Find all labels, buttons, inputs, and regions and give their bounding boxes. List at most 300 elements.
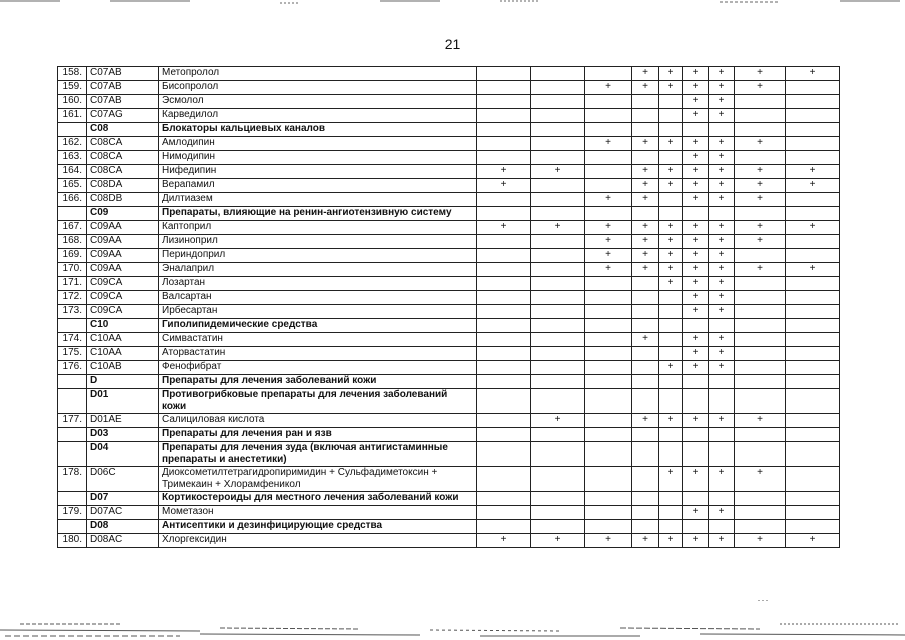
availability-mark: + bbox=[659, 361, 683, 375]
drug-name: Периндоприл bbox=[159, 249, 477, 263]
row-number: 177. bbox=[58, 414, 87, 428]
availability-mark bbox=[786, 193, 840, 207]
row-number bbox=[58, 375, 87, 389]
row-number: 172. bbox=[58, 291, 87, 305]
availability-mark: + bbox=[786, 263, 840, 277]
table-row bbox=[58, 467, 840, 492]
table-row bbox=[58, 305, 840, 319]
table-row bbox=[58, 414, 840, 428]
availability-mark bbox=[585, 95, 632, 109]
availability-mark bbox=[585, 520, 632, 534]
availability-mark bbox=[531, 442, 585, 467]
availability-mark bbox=[585, 123, 632, 137]
availability-mark: + bbox=[585, 221, 632, 235]
availability-mark bbox=[531, 137, 585, 151]
table-row bbox=[58, 347, 840, 361]
availability-mark: + bbox=[709, 506, 735, 520]
availability-mark bbox=[477, 389, 531, 414]
availability-mark bbox=[585, 151, 632, 165]
row-number: 159. bbox=[58, 81, 87, 95]
atc-code: C08DA bbox=[87, 179, 159, 193]
availability-mark bbox=[531, 277, 585, 291]
availability-mark bbox=[531, 249, 585, 263]
atc-code: C09AA bbox=[87, 235, 159, 249]
row-number: 176. bbox=[58, 361, 87, 375]
atc-code: D01AE bbox=[87, 414, 159, 428]
availability-mark: + bbox=[683, 277, 709, 291]
availability-mark bbox=[531, 263, 585, 277]
availability-mark: + bbox=[632, 165, 659, 179]
availability-mark bbox=[632, 375, 659, 389]
atc-code: C10AA bbox=[87, 347, 159, 361]
availability-mark bbox=[659, 347, 683, 361]
availability-mark: + bbox=[735, 221, 786, 235]
availability-mark: + bbox=[531, 534, 585, 548]
availability-mark bbox=[632, 442, 659, 467]
availability-mark bbox=[632, 109, 659, 123]
availability-mark: + bbox=[585, 193, 632, 207]
availability-mark: + bbox=[709, 277, 735, 291]
availability-mark bbox=[531, 492, 585, 506]
availability-mark: + bbox=[683, 81, 709, 95]
availability-mark bbox=[585, 467, 632, 492]
availability-mark bbox=[683, 428, 709, 442]
availability-mark: + bbox=[735, 414, 786, 428]
availability-mark bbox=[659, 193, 683, 207]
drug-name: Валсартан bbox=[159, 291, 477, 305]
row-number: 166. bbox=[58, 193, 87, 207]
availability-mark bbox=[585, 389, 632, 414]
availability-mark: + bbox=[709, 534, 735, 548]
drug-name: Метопролол bbox=[159, 67, 477, 81]
section-title: Кортикостероиды для местного лечения заболеваний кожи bbox=[159, 492, 477, 506]
availability-mark: + bbox=[735, 467, 786, 492]
atc-code: D08 bbox=[87, 520, 159, 534]
atc-code: D01 bbox=[87, 389, 159, 414]
availability-mark: + bbox=[786, 534, 840, 548]
availability-mark bbox=[659, 95, 683, 109]
atc-code: D bbox=[87, 375, 159, 389]
table-row bbox=[58, 109, 840, 123]
availability-mark bbox=[786, 151, 840, 165]
drug-name: Эналаприл bbox=[159, 263, 477, 277]
availability-mark bbox=[659, 151, 683, 165]
availability-mark bbox=[709, 492, 735, 506]
drug-name: Ирбесартан bbox=[159, 305, 477, 319]
availability-mark: + bbox=[709, 165, 735, 179]
availability-mark bbox=[735, 207, 786, 221]
availability-mark bbox=[683, 442, 709, 467]
section-title: Препараты, влияющие на ренин-ангиотензивную системy bbox=[159, 207, 477, 221]
availability-mark bbox=[632, 520, 659, 534]
availability-mark bbox=[786, 291, 840, 305]
availability-mark: + bbox=[683, 67, 709, 81]
availability-mark bbox=[531, 67, 585, 81]
availability-mark: + bbox=[786, 165, 840, 179]
drug-name: Аторвастатин bbox=[159, 347, 477, 361]
atc-code: D03 bbox=[87, 428, 159, 442]
availability-mark bbox=[786, 347, 840, 361]
drug-name: Салициловая кислота bbox=[159, 414, 477, 428]
availability-mark bbox=[735, 291, 786, 305]
availability-mark bbox=[585, 428, 632, 442]
table-section-row bbox=[58, 442, 840, 467]
availability-mark bbox=[477, 520, 531, 534]
availability-mark bbox=[659, 520, 683, 534]
atc-code: C08CA bbox=[87, 151, 159, 165]
availability-mark bbox=[632, 428, 659, 442]
availability-mark bbox=[632, 123, 659, 137]
availability-mark: + bbox=[683, 221, 709, 235]
table-section-row bbox=[58, 207, 840, 221]
availability-mark: + bbox=[683, 291, 709, 305]
availability-mark bbox=[735, 151, 786, 165]
availability-mark: + bbox=[659, 249, 683, 263]
availability-mark: + bbox=[632, 235, 659, 249]
availability-mark bbox=[585, 67, 632, 81]
availability-mark: + bbox=[632, 67, 659, 81]
table-row bbox=[58, 235, 840, 249]
availability-mark: + bbox=[735, 534, 786, 548]
availability-mark: + bbox=[683, 249, 709, 263]
atc-code: D04 bbox=[87, 442, 159, 467]
availability-mark bbox=[735, 305, 786, 319]
availability-mark bbox=[477, 305, 531, 319]
availability-mark bbox=[477, 347, 531, 361]
table-row bbox=[58, 221, 840, 235]
availability-mark bbox=[786, 375, 840, 389]
availability-mark bbox=[709, 207, 735, 221]
availability-mark: + bbox=[683, 151, 709, 165]
availability-mark: + bbox=[735, 137, 786, 151]
availability-mark bbox=[632, 506, 659, 520]
row-number: 174. bbox=[58, 333, 87, 347]
atc-code: C07AB bbox=[87, 67, 159, 81]
table-row bbox=[58, 151, 840, 165]
availability-mark bbox=[786, 109, 840, 123]
availability-mark: + bbox=[683, 347, 709, 361]
availability-mark bbox=[477, 319, 531, 333]
table-row bbox=[58, 81, 840, 95]
availability-mark bbox=[531, 235, 585, 249]
availability-mark bbox=[477, 109, 531, 123]
drug-name: Верапамил bbox=[159, 179, 477, 193]
row-number: 170. bbox=[58, 263, 87, 277]
atc-code: C10AA bbox=[87, 333, 159, 347]
availability-mark: + bbox=[531, 221, 585, 235]
availability-mark: + bbox=[786, 67, 840, 81]
availability-mark bbox=[632, 492, 659, 506]
availability-mark bbox=[786, 123, 840, 137]
availability-mark: + bbox=[632, 193, 659, 207]
row-number: 158. bbox=[58, 67, 87, 81]
availability-mark bbox=[786, 506, 840, 520]
availability-mark bbox=[709, 442, 735, 467]
drug-name: Лозартан bbox=[159, 277, 477, 291]
availability-mark bbox=[709, 428, 735, 442]
availability-mark: + bbox=[709, 333, 735, 347]
availability-mark bbox=[735, 319, 786, 333]
availability-mark: + bbox=[735, 165, 786, 179]
availability-mark bbox=[477, 361, 531, 375]
row-number: 163. bbox=[58, 151, 87, 165]
availability-mark bbox=[477, 95, 531, 109]
atc-code: C09AA bbox=[87, 221, 159, 235]
atc-code: C09CA bbox=[87, 277, 159, 291]
availability-mark bbox=[585, 414, 632, 428]
availability-mark bbox=[632, 467, 659, 492]
drug-name: Амлодипин bbox=[159, 137, 477, 151]
availability-mark: + bbox=[477, 165, 531, 179]
availability-mark bbox=[585, 347, 632, 361]
availability-mark bbox=[786, 235, 840, 249]
availability-mark: + bbox=[632, 249, 659, 263]
availability-mark bbox=[531, 347, 585, 361]
table-row bbox=[58, 193, 840, 207]
availability-mark bbox=[709, 375, 735, 389]
availability-mark: + bbox=[632, 414, 659, 428]
availability-mark bbox=[659, 319, 683, 333]
atc-code: C08DB bbox=[87, 193, 159, 207]
availability-mark bbox=[632, 361, 659, 375]
availability-mark: + bbox=[632, 137, 659, 151]
table-row bbox=[58, 277, 840, 291]
atc-code: C07AG bbox=[87, 109, 159, 123]
availability-mark: + bbox=[632, 534, 659, 548]
row-number bbox=[58, 428, 87, 442]
availability-mark: + bbox=[632, 81, 659, 95]
row-number: 161. bbox=[58, 109, 87, 123]
table-section-row bbox=[58, 492, 840, 506]
table-row bbox=[58, 249, 840, 263]
atc-code: D07 bbox=[87, 492, 159, 506]
row-number bbox=[58, 442, 87, 467]
drug-name: Симвастатин bbox=[159, 333, 477, 347]
availability-mark bbox=[786, 137, 840, 151]
availability-mark bbox=[786, 467, 840, 492]
table-section-row bbox=[58, 389, 840, 414]
availability-mark bbox=[531, 151, 585, 165]
availability-mark bbox=[585, 207, 632, 221]
availability-mark: + bbox=[632, 333, 659, 347]
availability-mark bbox=[477, 151, 531, 165]
availability-mark: + bbox=[709, 414, 735, 428]
availability-mark: + bbox=[709, 467, 735, 492]
availability-mark bbox=[735, 492, 786, 506]
availability-mark bbox=[659, 305, 683, 319]
section-title: Блокаторы кальциевых каналов bbox=[159, 123, 477, 137]
availability-mark bbox=[683, 207, 709, 221]
availability-mark bbox=[585, 179, 632, 193]
availability-mark: + bbox=[585, 81, 632, 95]
table-row bbox=[58, 506, 840, 520]
availability-mark: + bbox=[683, 179, 709, 193]
availability-mark bbox=[585, 492, 632, 506]
atc-code: C09AA bbox=[87, 263, 159, 277]
availability-mark bbox=[683, 123, 709, 137]
atc-code: C09CA bbox=[87, 305, 159, 319]
availability-mark bbox=[477, 67, 531, 81]
availability-mark: + bbox=[735, 81, 786, 95]
availability-mark bbox=[709, 123, 735, 137]
availability-mark bbox=[477, 467, 531, 492]
drug-name: Диоксометилтетрагидропиримидин + Сульфадиметоксин + Тримекаин + Хлорамфеникол bbox=[159, 467, 477, 492]
row-number: 179. bbox=[58, 506, 87, 520]
availability-mark bbox=[683, 389, 709, 414]
availability-mark: + bbox=[659, 277, 683, 291]
availability-mark bbox=[531, 319, 585, 333]
row-number: 164. bbox=[58, 165, 87, 179]
availability-mark bbox=[683, 520, 709, 534]
availability-mark: + bbox=[585, 534, 632, 548]
availability-mark bbox=[585, 305, 632, 319]
availability-mark bbox=[585, 361, 632, 375]
table-section-row bbox=[58, 375, 840, 389]
availability-mark: + bbox=[683, 95, 709, 109]
availability-mark bbox=[531, 123, 585, 137]
availability-mark: + bbox=[735, 179, 786, 193]
availability-mark: + bbox=[709, 179, 735, 193]
atc-code: C10 bbox=[87, 319, 159, 333]
availability-mark bbox=[585, 165, 632, 179]
row-number: 165. bbox=[58, 179, 87, 193]
atc-code: C09 bbox=[87, 207, 159, 221]
availability-mark bbox=[477, 137, 531, 151]
availability-mark: + bbox=[709, 137, 735, 151]
availability-mark bbox=[477, 263, 531, 277]
availability-mark bbox=[735, 333, 786, 347]
availability-mark bbox=[683, 375, 709, 389]
availability-mark bbox=[786, 333, 840, 347]
availability-mark bbox=[683, 492, 709, 506]
availability-mark bbox=[659, 506, 683, 520]
availability-mark: + bbox=[709, 291, 735, 305]
availability-mark bbox=[786, 249, 840, 263]
row-number bbox=[58, 389, 87, 414]
atc-code: D08AC bbox=[87, 534, 159, 548]
availability-mark: + bbox=[659, 137, 683, 151]
availability-mark bbox=[531, 333, 585, 347]
availability-mark: + bbox=[709, 361, 735, 375]
availability-mark bbox=[735, 249, 786, 263]
availability-mark: + bbox=[632, 179, 659, 193]
availability-mark: + bbox=[659, 263, 683, 277]
availability-mark: + bbox=[659, 221, 683, 235]
availability-mark bbox=[659, 428, 683, 442]
availability-mark bbox=[735, 347, 786, 361]
availability-mark: + bbox=[709, 151, 735, 165]
availability-mark: + bbox=[709, 235, 735, 249]
availability-mark bbox=[477, 277, 531, 291]
availability-mark: + bbox=[709, 305, 735, 319]
table-row bbox=[58, 291, 840, 305]
availability-mark bbox=[786, 492, 840, 506]
page-number: 21 bbox=[444, 36, 461, 52]
availability-mark: + bbox=[632, 221, 659, 235]
table-row bbox=[58, 333, 840, 347]
availability-mark: + bbox=[659, 67, 683, 81]
availability-mark: + bbox=[709, 221, 735, 235]
availability-mark: + bbox=[709, 249, 735, 263]
availability-mark bbox=[735, 442, 786, 467]
availability-mark bbox=[735, 109, 786, 123]
availability-mark bbox=[709, 520, 735, 534]
availability-mark bbox=[786, 414, 840, 428]
availability-mark bbox=[683, 319, 709, 333]
atc-code: C10AB bbox=[87, 361, 159, 375]
availability-mark bbox=[531, 375, 585, 389]
availability-mark: + bbox=[683, 109, 709, 123]
availability-mark bbox=[477, 193, 531, 207]
availability-mark bbox=[477, 123, 531, 137]
table-row bbox=[58, 179, 840, 193]
atc-code: C08CA bbox=[87, 165, 159, 179]
section-title: Гиполипидемические средства bbox=[159, 319, 477, 333]
availability-mark: + bbox=[632, 263, 659, 277]
drug-table bbox=[57, 66, 840, 548]
availability-mark bbox=[477, 506, 531, 520]
availability-mark: + bbox=[659, 81, 683, 95]
availability-mark bbox=[786, 442, 840, 467]
availability-mark: + bbox=[683, 263, 709, 277]
availability-mark bbox=[585, 319, 632, 333]
table-section-row bbox=[58, 319, 840, 333]
availability-mark bbox=[477, 492, 531, 506]
row-number: 160. bbox=[58, 95, 87, 109]
availability-mark: + bbox=[709, 347, 735, 361]
availability-mark bbox=[632, 319, 659, 333]
availability-mark bbox=[477, 414, 531, 428]
availability-mark bbox=[659, 291, 683, 305]
availability-mark bbox=[531, 305, 585, 319]
availability-mark bbox=[659, 375, 683, 389]
table-section-row bbox=[58, 123, 840, 137]
availability-mark bbox=[477, 249, 531, 263]
availability-mark bbox=[477, 81, 531, 95]
atc-code: C08 bbox=[87, 123, 159, 137]
availability-mark: + bbox=[735, 67, 786, 81]
availability-mark: + bbox=[659, 467, 683, 492]
row-number: 180. bbox=[58, 534, 87, 548]
table-row bbox=[58, 263, 840, 277]
row-number bbox=[58, 207, 87, 221]
availability-mark bbox=[632, 305, 659, 319]
availability-mark: + bbox=[659, 179, 683, 193]
availability-mark bbox=[531, 467, 585, 492]
drug-name: Нимодипин bbox=[159, 151, 477, 165]
availability-mark bbox=[735, 277, 786, 291]
availability-mark bbox=[659, 492, 683, 506]
section-title: Препараты для лечения заболеваний кожи bbox=[159, 375, 477, 389]
availability-mark: + bbox=[683, 333, 709, 347]
row-number: 167. bbox=[58, 221, 87, 235]
availability-mark: + bbox=[709, 67, 735, 81]
availability-mark bbox=[477, 291, 531, 305]
availability-mark bbox=[659, 333, 683, 347]
availability-mark: + bbox=[709, 193, 735, 207]
availability-mark: + bbox=[659, 414, 683, 428]
availability-mark bbox=[786, 81, 840, 95]
availability-mark bbox=[786, 277, 840, 291]
availability-mark: + bbox=[531, 414, 585, 428]
availability-mark bbox=[531, 361, 585, 375]
availability-mark bbox=[585, 375, 632, 389]
availability-mark bbox=[477, 333, 531, 347]
availability-mark bbox=[659, 123, 683, 137]
availability-mark bbox=[735, 361, 786, 375]
availability-mark bbox=[531, 179, 585, 193]
availability-mark bbox=[632, 347, 659, 361]
